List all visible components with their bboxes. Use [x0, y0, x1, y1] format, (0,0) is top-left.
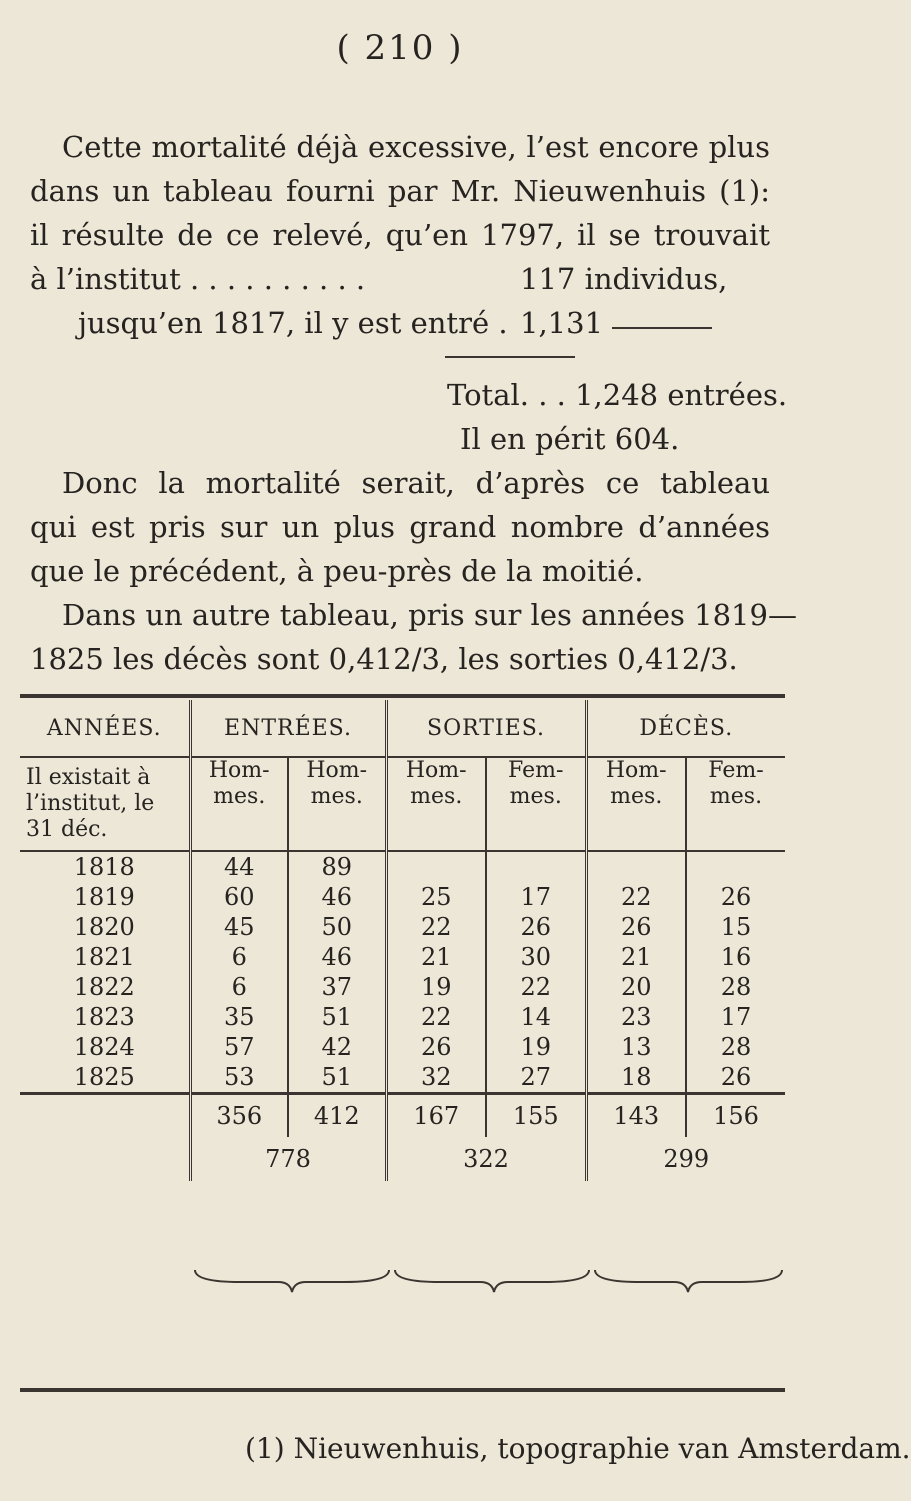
- footnote: (1) Nieuwenhuis, topographie van Amsterdam.: [245, 1432, 911, 1465]
- value-cell: 51: [288, 1002, 386, 1032]
- paragraph2-line1: Donc la mortalité serait, d’après ce tableau: [62, 466, 770, 500]
- value-cell: 60: [190, 882, 288, 912]
- paragraph1-line1: Cette mortalité déjà excessive, l’est encore plus: [62, 130, 770, 164]
- value-cell: 26: [686, 882, 785, 912]
- value-cell: 32: [386, 1062, 486, 1094]
- value-cell: 6: [190, 972, 288, 1002]
- value-cell: 14: [486, 1002, 586, 1032]
- paragraph1-line5-value: 1,131: [520, 306, 604, 340]
- table-row: [20, 942, 785, 972]
- grand-total-deces: 299: [586, 1137, 785, 1181]
- existait-label: Il existait à l’institut, le 31 déc.: [20, 757, 190, 851]
- value-cell: 23: [586, 1002, 686, 1032]
- value-cell: 16: [686, 942, 785, 972]
- value-cell: 26: [586, 912, 686, 942]
- table-row: [20, 912, 785, 942]
- value-cell: 30: [486, 942, 586, 972]
- subheader-entrees-hommes-2: Hom-mes.: [288, 757, 386, 810]
- paragraph2-line2: qui est pris sur un plus grand nombre d’années: [30, 510, 770, 544]
- value-cell: 46: [288, 882, 386, 912]
- subheader-sorties-femmes: Fem-mes.: [486, 757, 586, 810]
- value-cell: 46: [288, 942, 386, 972]
- value-cell: 26: [686, 1062, 785, 1094]
- value-cell: 28: [686, 1032, 785, 1062]
- header-sorties: SORTIES.: [386, 700, 586, 757]
- total-cell: 167: [386, 1094, 486, 1138]
- year-cell: 1819: [73, 883, 135, 911]
- table-row: [20, 882, 785, 912]
- value-cell: 50: [288, 912, 386, 942]
- value-cell: 26: [386, 1032, 486, 1062]
- paragraph3-line2: 1825 les décès sont 0,412/3, les sorties 0,412/3.: [30, 642, 738, 676]
- value-cell: 20: [586, 972, 686, 1002]
- value-cell: 21: [586, 942, 686, 972]
- table-top-rule: [20, 694, 785, 698]
- header-annees: ANNÉES.: [46, 715, 162, 741]
- table-row: [20, 1002, 785, 1032]
- grand-totals-row: [20, 1137, 785, 1181]
- value-cell: 51: [288, 1062, 386, 1094]
- value-cell: 57: [190, 1032, 288, 1062]
- value-cell: 17: [686, 1002, 785, 1032]
- table-row: [20, 1062, 785, 1094]
- subheader-deces-femmes: Fem-mes.: [686, 757, 785, 810]
- table-row: [20, 851, 785, 882]
- value-cell: 28: [686, 972, 785, 1002]
- sum-rule: [445, 356, 575, 358]
- total-cell: 156: [686, 1094, 785, 1138]
- value-cell: 6: [190, 942, 288, 972]
- paragraph2-line3: que le précédent, à peu-près de la moitié.: [30, 554, 644, 588]
- paragraph1-line2: dans un tableau fourni par Mr. Nieuwenhuis (1):: [30, 174, 770, 208]
- table-header-row: [20, 700, 785, 757]
- table-row: [20, 1032, 785, 1062]
- total-cell: 412: [288, 1094, 386, 1138]
- value-cell: 25: [386, 882, 486, 912]
- sum-dash: [612, 327, 712, 329]
- total-cell: 143: [586, 1094, 686, 1138]
- header-entrees: ENTRÉES.: [190, 700, 386, 757]
- total-cell: 356: [190, 1094, 288, 1138]
- page-number: ( 210 ): [336, 28, 464, 68]
- value-cell: [386, 851, 486, 882]
- value-cell: 53: [190, 1062, 288, 1094]
- value-cell: 45: [190, 912, 288, 942]
- value-cell: 19: [486, 1032, 586, 1062]
- value-cell: [586, 851, 686, 882]
- value-cell: 42: [288, 1032, 386, 1062]
- year-cell: 1820: [73, 913, 135, 941]
- table-subheader-row: [20, 757, 785, 810]
- value-cell: 21: [386, 942, 486, 972]
- value-cell: 27: [486, 1062, 586, 1094]
- value-cell: 22: [386, 1002, 486, 1032]
- subheader-deces-hommes: Hom-mes.: [586, 757, 686, 810]
- value-cell: 26: [486, 912, 586, 942]
- value-cell: 37: [288, 972, 386, 1002]
- year-cell: 1825: [73, 1063, 135, 1091]
- subheader-sorties-hommes: Hom-mes.: [386, 757, 486, 810]
- subheader-entrees-hommes-1: Hom-mes.: [190, 757, 288, 810]
- footnote-rule: [20, 1388, 785, 1392]
- value-cell: [686, 851, 785, 882]
- table-row: [20, 972, 785, 1002]
- paragraph1-line4-left: à l’institut . . . . . . . . . .: [30, 262, 366, 296]
- paragraph1-line4-value: 117 individus,: [520, 262, 728, 296]
- paragraph3-line1: Dans un autre tableau, pris sur les années 1819—: [62, 598, 797, 632]
- year-cell: 1824: [73, 1033, 135, 1061]
- statistics-table: [20, 700, 785, 1181]
- value-cell: 22: [586, 882, 686, 912]
- totals-row: [20, 1094, 785, 1138]
- value-cell: 89: [288, 851, 386, 882]
- header-deces: DÉCÈS.: [586, 700, 785, 757]
- value-cell: 22: [486, 972, 586, 1002]
- value-cell: 18: [586, 1062, 686, 1094]
- value-cell: 13: [586, 1032, 686, 1062]
- year-cell: 1822: [73, 973, 135, 1001]
- perit-line: Il en périt 604.: [460, 422, 680, 456]
- grand-total-entrees: 778: [190, 1137, 386, 1181]
- paragraph1-line5-left: jusqu’en 1817, il y est entré .: [78, 306, 508, 340]
- grand-total-sorties: 322: [386, 1137, 586, 1181]
- year-cell: 1821: [73, 943, 135, 971]
- value-cell: 15: [686, 912, 785, 942]
- year-cell: 1823: [73, 1003, 135, 1031]
- value-cell: 44: [190, 851, 288, 882]
- value-cell: 17: [486, 882, 586, 912]
- value-cell: 22: [386, 912, 486, 942]
- total-cell: 155: [486, 1094, 586, 1138]
- total-line: Total. . . 1,248 entrées.: [447, 378, 788, 412]
- value-cell: [486, 851, 586, 882]
- paragraph1-line3: il résulte de ce relevé, qu’en 1797, il se trouvait: [30, 218, 770, 252]
- year-cell: 1818: [20, 851, 190, 882]
- value-cell: 35: [190, 1002, 288, 1032]
- value-cell: 19: [386, 972, 486, 1002]
